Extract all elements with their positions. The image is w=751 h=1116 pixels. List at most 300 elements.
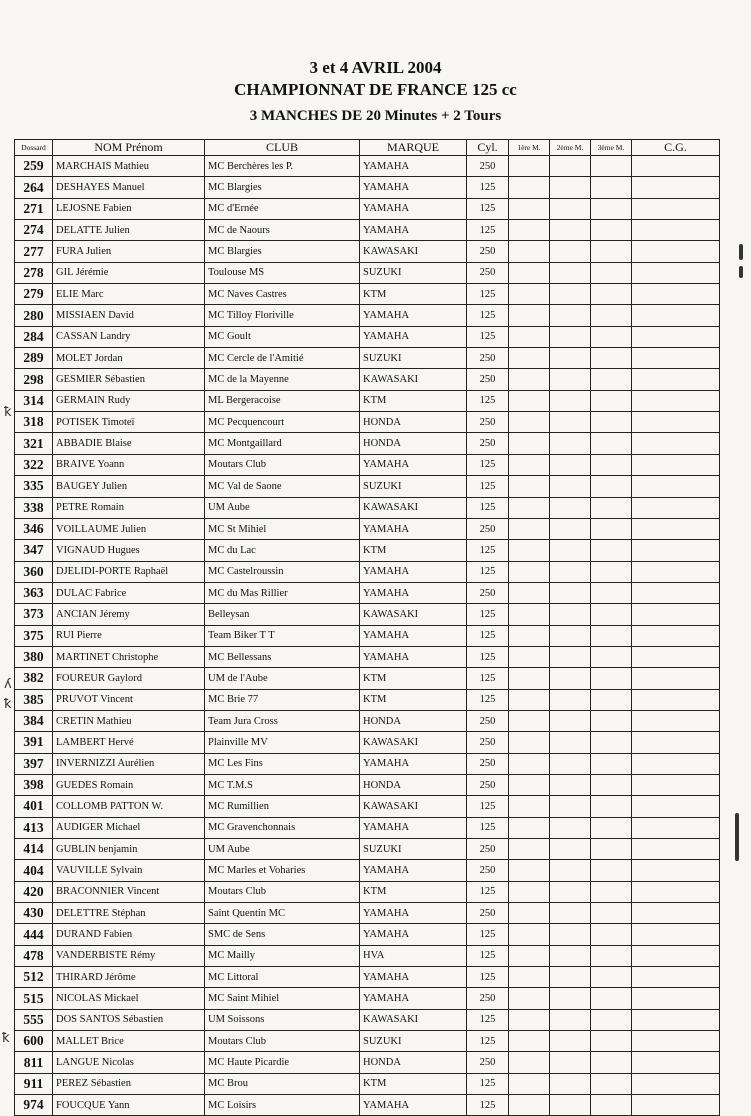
name-cell: INVERNIZZI Aurélien [53, 753, 205, 774]
cg-cell [632, 262, 720, 283]
dossard-cell: 279 [15, 284, 53, 305]
manche-2-cell [550, 497, 591, 518]
name-cell: ELIE Marc [53, 284, 205, 305]
dossard-cell: 271 [15, 198, 53, 219]
dossard-cell: 974 [15, 1095, 53, 1116]
dossard-cell: 280 [15, 305, 53, 326]
marque-cell: KTM [360, 1073, 467, 1094]
club-cell: Moutars Club [205, 881, 360, 902]
manche-1-cell [509, 1031, 550, 1052]
dossard-cell: 318 [15, 412, 53, 433]
marque-cell: YAMAHA [360, 924, 467, 945]
club-cell: Moutars Club [205, 454, 360, 475]
dossard-cell: 347 [15, 540, 53, 561]
club-cell: MC Montgaillard [205, 433, 360, 454]
manche-2-cell [550, 881, 591, 902]
dossard-cell: 478 [15, 945, 53, 966]
manche-2-cell [550, 967, 591, 988]
cg-cell [632, 305, 720, 326]
manche-3-cell [591, 646, 632, 667]
manche-1-cell [509, 348, 550, 369]
dossard-cell: 346 [15, 518, 53, 539]
name-cell: THIRARD Jérôme [53, 967, 205, 988]
margin-tick-mark: ꝁ [4, 405, 12, 420]
cg-cell [632, 710, 720, 731]
manche-2-cell [550, 646, 591, 667]
manche-3-cell [591, 369, 632, 390]
name-cell: DELETTRE Stéphan [53, 903, 205, 924]
manche-2-cell [550, 390, 591, 411]
club-cell: MC Loisirs [205, 1095, 360, 1116]
cg-cell [632, 476, 720, 497]
marque-cell: KAWASAKI [360, 732, 467, 753]
dossard-cell: 322 [15, 454, 53, 475]
name-cell: LEJOSNE Fabien [53, 198, 205, 219]
name-cell: MALLET Brice [53, 1031, 205, 1052]
cg-cell [632, 967, 720, 988]
name-cell: DULAC Fabrice [53, 582, 205, 603]
table-row [15, 582, 720, 603]
cg-cell [632, 924, 720, 945]
manche-1-cell [509, 1073, 550, 1094]
marque-cell: SUZUKI [360, 262, 467, 283]
entry-list-table [14, 139, 720, 1116]
manche-3-cell [591, 839, 632, 860]
manche-3-cell [591, 668, 632, 689]
cg-cell [632, 326, 720, 347]
club-cell: Moutars Club [205, 1031, 360, 1052]
manche-2-cell [550, 732, 591, 753]
table-row [15, 774, 720, 795]
cg-cell [632, 582, 720, 603]
marque-cell: YAMAHA [360, 454, 467, 475]
cyl-cell: 250 [467, 710, 509, 731]
dossard-cell: 811 [15, 1052, 53, 1073]
staple-mark [739, 266, 743, 278]
manche-2-cell [550, 476, 591, 497]
name-cell: PETRE Romain [53, 497, 205, 518]
marque-cell: HONDA [360, 1052, 467, 1073]
manche-1-cell [509, 241, 550, 262]
name-cell: ANCIAN Jéremy [53, 604, 205, 625]
cyl-cell: 125 [467, 284, 509, 305]
manche-3-cell [591, 454, 632, 475]
club-cell: MC de la Mayenne [205, 369, 360, 390]
marque-cell: YAMAHA [360, 305, 467, 326]
table-row [15, 454, 720, 475]
manche-3-cell [591, 817, 632, 838]
table-row [15, 369, 720, 390]
dossard-cell: 512 [15, 967, 53, 988]
marque-cell: YAMAHA [360, 518, 467, 539]
dossard-cell: 373 [15, 604, 53, 625]
table-row [15, 1031, 720, 1052]
club-cell: MC Blargies [205, 241, 360, 262]
manche-3-cell [591, 476, 632, 497]
column-header-manche-3: 3ème M. [591, 140, 632, 156]
table-row [15, 646, 720, 667]
manche-3-cell [591, 198, 632, 219]
marque-cell: YAMAHA [360, 561, 467, 582]
name-cell: MARCHAIS Mathieu [53, 156, 205, 177]
club-cell: MC Gravenchonnais [205, 817, 360, 838]
manche-2-cell [550, 689, 591, 710]
club-cell: Plainville MV [205, 732, 360, 753]
cg-cell [632, 156, 720, 177]
manche-2-cell [550, 1073, 591, 1094]
name-cell: CRETIN Mathieu [53, 710, 205, 731]
dossard-cell: 380 [15, 646, 53, 667]
manche-3-cell [591, 497, 632, 518]
table-row [15, 518, 720, 539]
name-cell: LAMBERT Hervé [53, 732, 205, 753]
manche-2-cell [550, 582, 591, 603]
table-row [15, 945, 720, 966]
marque-cell: YAMAHA [360, 177, 467, 198]
manche-2-cell [550, 284, 591, 305]
cg-cell [632, 220, 720, 241]
dossard-cell: 555 [15, 1009, 53, 1030]
marque-cell: KAWASAKI [360, 1009, 467, 1030]
name-cell: GIL Jérémie [53, 262, 205, 283]
manche-2-cell [550, 753, 591, 774]
club-cell: ML Bergeracoise [205, 390, 360, 411]
manche-2-cell [550, 710, 591, 731]
cyl-cell: 125 [467, 967, 509, 988]
marque-cell: KTM [360, 881, 467, 902]
manche-2-cell [550, 625, 591, 646]
dossard-cell: 413 [15, 817, 53, 838]
marque-cell: HONDA [360, 774, 467, 795]
column-header-manche-2: 2ème M. [550, 140, 591, 156]
cyl-cell: 250 [467, 903, 509, 924]
table-row [15, 881, 720, 902]
manche-2-cell [550, 1031, 591, 1052]
manche-3-cell [591, 1009, 632, 1030]
dossard-cell: 398 [15, 774, 53, 795]
marque-cell: SUZUKI [360, 476, 467, 497]
table-row [15, 903, 720, 924]
manche-2-cell [550, 348, 591, 369]
manche-1-cell [509, 945, 550, 966]
manche-3-cell [591, 156, 632, 177]
cg-cell [632, 604, 720, 625]
club-cell: MC Blargies [205, 177, 360, 198]
cyl-cell: 125 [467, 1073, 509, 1094]
table-row [15, 433, 720, 454]
cg-cell [632, 732, 720, 753]
table-row [15, 753, 720, 774]
table-row [15, 262, 720, 283]
marque-cell: KAWASAKI [360, 604, 467, 625]
manche-1-cell [509, 817, 550, 838]
manche-2-cell [550, 220, 591, 241]
manche-3-cell [591, 241, 632, 262]
dossard-cell: 391 [15, 732, 53, 753]
cyl-cell: 125 [467, 646, 509, 667]
club-cell: Team Biker T T [205, 625, 360, 646]
column-header-cg: C.G. [632, 140, 720, 156]
manche-2-cell [550, 454, 591, 475]
club-cell: MC Marles et Voharies [205, 860, 360, 881]
cyl-cell: 125 [467, 1009, 509, 1030]
manche-3-cell [591, 412, 632, 433]
marque-cell: KTM [360, 284, 467, 305]
club-cell: MC Bellessans [205, 646, 360, 667]
manche-2-cell [550, 241, 591, 262]
cg-cell [632, 817, 720, 838]
marque-cell: YAMAHA [360, 860, 467, 881]
name-cell: BRAIVE Yoann [53, 454, 205, 475]
name-cell: MISSIAEN David [53, 305, 205, 326]
cyl-cell: 125 [467, 604, 509, 625]
manche-1-cell [509, 497, 550, 518]
cg-cell [632, 774, 720, 795]
name-cell: FURA Julien [53, 241, 205, 262]
name-cell: POTISEK Timoteï [53, 412, 205, 433]
club-cell: MC Naves Castres [205, 284, 360, 305]
table-row [15, 561, 720, 582]
marque-cell: HONDA [360, 710, 467, 731]
table-row [15, 668, 720, 689]
manche-1-cell [509, 1009, 550, 1030]
dossard-cell: 384 [15, 710, 53, 731]
name-cell: GUEDES Romain [53, 774, 205, 795]
manche-3-cell [591, 753, 632, 774]
manche-3-cell [591, 710, 632, 731]
cyl-cell: 250 [467, 860, 509, 881]
manche-1-cell [509, 1095, 550, 1116]
cg-cell [632, 497, 720, 518]
manche-2-cell [550, 198, 591, 219]
marque-cell: HONDA [360, 433, 467, 454]
cyl-cell: 125 [467, 305, 509, 326]
manche-3-cell [591, 604, 632, 625]
table-row [15, 1073, 720, 1094]
table-row [15, 817, 720, 838]
manche-2-cell [550, 817, 591, 838]
column-header-manche-1: 1ère M. [509, 140, 550, 156]
manche-1-cell [509, 156, 550, 177]
dossard-cell: 515 [15, 988, 53, 1009]
manche-1-cell [509, 540, 550, 561]
manche-2-cell [550, 668, 591, 689]
cg-cell [632, 1031, 720, 1052]
cyl-cell: 250 [467, 732, 509, 753]
manche-2-cell [550, 369, 591, 390]
cg-cell [632, 839, 720, 860]
club-cell: MC Saint Mihiel [205, 988, 360, 1009]
manche-1-cell [509, 796, 550, 817]
cyl-cell: 125 [467, 668, 509, 689]
dossard-cell: 375 [15, 625, 53, 646]
cyl-cell: 250 [467, 988, 509, 1009]
name-cell: FOUREUR Gaylord [53, 668, 205, 689]
cyl-cell: 250 [467, 753, 509, 774]
cg-cell [632, 433, 720, 454]
manche-1-cell [509, 1052, 550, 1073]
manche-1-cell [509, 774, 550, 795]
cyl-cell: 125 [467, 1031, 509, 1052]
margin-tick-mark: ꝁ [2, 1031, 10, 1046]
column-header-marque: MARQUE [360, 140, 467, 156]
manche-1-cell [509, 390, 550, 411]
dossard-cell: 382 [15, 668, 53, 689]
manche-1-cell [509, 839, 550, 860]
club-cell: UM Aube [205, 497, 360, 518]
cyl-cell: 250 [467, 156, 509, 177]
staple-mark [735, 813, 739, 861]
marque-cell: HVA [360, 945, 467, 966]
club-cell: MC Les Fins [205, 753, 360, 774]
cyl-cell: 250 [467, 774, 509, 795]
manche-3-cell [591, 625, 632, 646]
dossard-cell: 298 [15, 369, 53, 390]
club-cell: MC du Mas Rillier [205, 582, 360, 603]
manche-2-cell [550, 1009, 591, 1030]
marque-cell: KTM [360, 689, 467, 710]
cyl-cell: 125 [467, 540, 509, 561]
cg-cell [632, 860, 720, 881]
marque-cell: KTM [360, 668, 467, 689]
name-cell: VIGNAUD Hugues [53, 540, 205, 561]
manche-2-cell [550, 839, 591, 860]
cyl-cell: 125 [467, 198, 509, 219]
dossard-cell: 321 [15, 433, 53, 454]
cyl-cell: 250 [467, 262, 509, 283]
manche-3-cell [591, 582, 632, 603]
table-row [15, 348, 720, 369]
cyl-cell: 250 [467, 839, 509, 860]
club-cell: MC Castelroussin [205, 561, 360, 582]
name-cell: DURAND Fabien [53, 924, 205, 945]
cyl-cell: 250 [467, 369, 509, 390]
manche-1-cell [509, 177, 550, 198]
cg-cell [632, 988, 720, 1009]
dossard-cell: 385 [15, 689, 53, 710]
manche-1-cell [509, 582, 550, 603]
cg-cell [632, 561, 720, 582]
club-cell: UM Soissons [205, 1009, 360, 1030]
dossard-cell: 274 [15, 220, 53, 241]
manche-1-cell [509, 988, 550, 1009]
manche-3-cell [591, 284, 632, 305]
marque-cell: YAMAHA [360, 753, 467, 774]
marque-cell: YAMAHA [360, 1095, 467, 1116]
club-cell: Toulouse MS [205, 262, 360, 283]
club-cell: MC T.M.S [205, 774, 360, 795]
marque-cell: KAWASAKI [360, 241, 467, 262]
cyl-cell: 125 [467, 561, 509, 582]
dossard-cell: 911 [15, 1073, 53, 1094]
name-cell: BRACONNIER Vincent [53, 881, 205, 902]
manche-3-cell [591, 774, 632, 795]
dossard-cell: 259 [15, 156, 53, 177]
marque-cell: YAMAHA [360, 817, 467, 838]
margin-tick-mark: ʎ [4, 677, 12, 692]
table-row [15, 710, 720, 731]
cg-cell [632, 1073, 720, 1094]
table-row [15, 625, 720, 646]
table-row [15, 412, 720, 433]
cg-cell [632, 518, 720, 539]
cg-cell [632, 412, 720, 433]
table-row [15, 198, 720, 219]
table-header-row [15, 140, 720, 156]
manche-1-cell [509, 646, 550, 667]
dossard-cell: 360 [15, 561, 53, 582]
name-cell: DJELIDI-PORTE Raphaël [53, 561, 205, 582]
club-cell: MC Rumillien [205, 796, 360, 817]
marque-cell: YAMAHA [360, 198, 467, 219]
cg-cell [632, 1095, 720, 1116]
table-row [15, 220, 720, 241]
club-cell: SMC de Sens [205, 924, 360, 945]
manche-1-cell [509, 967, 550, 988]
manche-1-cell [509, 753, 550, 774]
manche-1-cell [509, 710, 550, 731]
cg-cell [632, 540, 720, 561]
cyl-cell: 125 [467, 796, 509, 817]
manche-2-cell [550, 924, 591, 945]
marque-cell: YAMAHA [360, 582, 467, 603]
marque-cell: YAMAHA [360, 625, 467, 646]
manche-3-cell [591, 326, 632, 347]
manche-2-cell [550, 305, 591, 326]
manche-1-cell [509, 220, 550, 241]
manche-3-cell [591, 1052, 632, 1073]
cyl-cell: 125 [467, 817, 509, 838]
name-cell: PRUVOT Vincent [53, 689, 205, 710]
column-header-dossard: Dossard [15, 140, 53, 156]
club-cell: MC St Mihiel [205, 518, 360, 539]
manche-1-cell [509, 305, 550, 326]
manche-1-cell [509, 518, 550, 539]
marque-cell: HONDA [360, 412, 467, 433]
manche-3-cell [591, 967, 632, 988]
dossard-cell: 444 [15, 924, 53, 945]
table-row [15, 689, 720, 710]
dossard-cell: 404 [15, 860, 53, 881]
manche-3-cell [591, 796, 632, 817]
manche-3-cell [591, 1095, 632, 1116]
column-header-club: CLUB [205, 140, 360, 156]
name-cell: COLLOMB PATTON W. [53, 796, 205, 817]
club-cell: Saint Quentin MC [205, 903, 360, 924]
cg-cell [632, 796, 720, 817]
table-row [15, 796, 720, 817]
page-subtitle: 3 MANCHES DE 20 Minutes + 2 Tours [249, 108, 502, 124]
club-cell: MC Brie 77 [205, 689, 360, 710]
club-cell: MC du Lac [205, 540, 360, 561]
manche-2-cell [550, 433, 591, 454]
marque-cell: YAMAHA [360, 903, 467, 924]
table-row [15, 924, 720, 945]
manche-1-cell [509, 284, 550, 305]
manche-2-cell [550, 561, 591, 582]
name-cell: AUDIGER Michael [53, 817, 205, 838]
cyl-cell: 250 [467, 1052, 509, 1073]
name-cell: DESHAYES Manuel [53, 177, 205, 198]
cg-cell [632, 241, 720, 262]
dossard-cell: 363 [15, 582, 53, 603]
manche-2-cell [550, 262, 591, 283]
manche-1-cell [509, 668, 550, 689]
table-row [15, 497, 720, 518]
manche-2-cell [550, 326, 591, 347]
dossard-cell: 600 [15, 1031, 53, 1052]
cg-cell [632, 668, 720, 689]
